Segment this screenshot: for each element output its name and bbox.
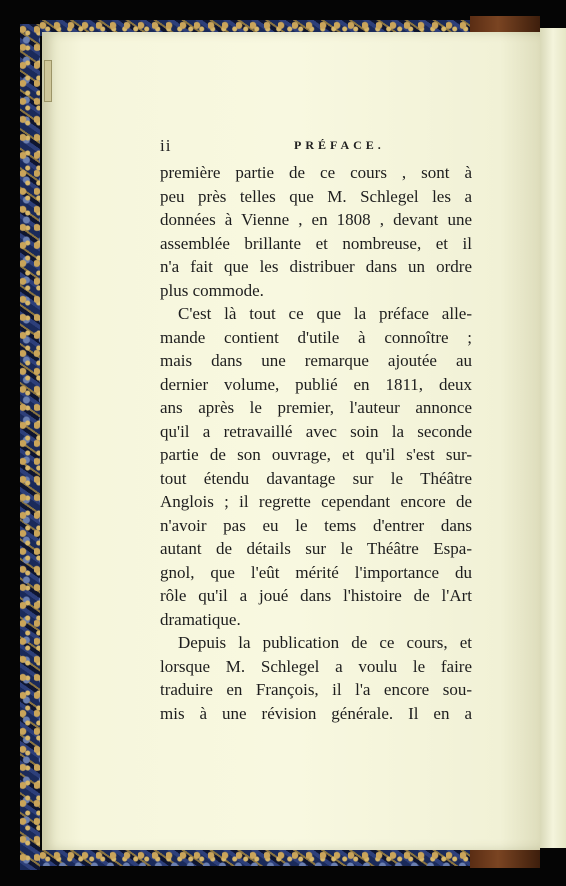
page-number: ii	[160, 136, 172, 155]
text-line: traduire en François, il l'a encore sou-	[160, 680, 472, 699]
text-line: gnol, que l'eût mérité l'importance du	[160, 562, 472, 582]
text-line: peu près telles que M. Schlegel les a	[160, 186, 472, 206]
text-line: données à Vienne , en 1808 , devant une	[160, 210, 472, 229]
text-line: plus commode.	[160, 280, 264, 300]
page-header	[160, 136, 470, 158]
page-tab	[44, 60, 52, 102]
text-line: assemblée brillante et nombreuse, et il	[160, 233, 472, 253]
text-line: dernier volume, publié en 1811, deux	[160, 374, 472, 394]
text-line: Anglois ; il regrette cependant encore de	[160, 492, 472, 511]
running-head: PRÉFACE.	[294, 138, 385, 152]
text-line: n'a fait que les distribuer dans un ordre	[160, 257, 472, 276]
facing-page-edge	[540, 28, 566, 848]
text-line: ans après le premier, l'auteur annonce	[160, 398, 472, 417]
text-line: mais dans une remarque ajoutée au	[160, 351, 472, 370]
text-line: dramatique.	[160, 609, 241, 629]
text-line: lorsque M. Schlegel a voulu le faire	[160, 656, 472, 676]
marbled-endpaper-left	[20, 24, 40, 870]
text-line: C'est là tout ce que la préface alle-	[178, 304, 472, 323]
text-line: partie de son ouvrage, et qu'il s'est sur-	[160, 445, 472, 464]
text-line: n'avoir pas eu le tems d'entrer dans	[160, 515, 472, 535]
text-line: tout étendu davantage sur le Théâtre	[160, 468, 472, 488]
text-line: autant de détails sur le Théâtre Espa-	[160, 539, 472, 558]
marbled-endpaper-bottom	[40, 850, 480, 866]
text-line: première partie de ce cours , sont à	[160, 163, 472, 182]
body-text	[160, 161, 472, 725]
text-line: mande contient d'utile à connoître ;	[160, 327, 472, 347]
text-line: Depuis la publication de ce cours, et	[178, 633, 472, 652]
text-line: mis à une révision générale. Il en a	[160, 703, 472, 723]
text-line: qu'il a retravaillé avec soin la seconde	[160, 421, 472, 441]
text-line: rôle qu'il a joué dans l'histoire de l'Art	[160, 586, 472, 605]
